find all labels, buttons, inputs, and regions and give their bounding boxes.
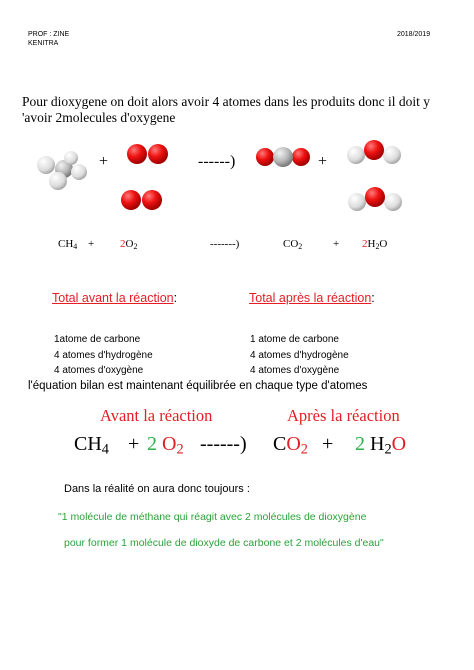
list-item: 4 atomes d'hydrogène [250, 349, 349, 361]
methane-molecule [34, 148, 90, 192]
eq1-methane: $CH_4$ [58, 238, 78, 251]
reality-line-2: pour former 1 molécule de dioxyde de carbone et 2 molécules d'eau" [64, 537, 384, 549]
list-item: 1atome de carbone [54, 334, 141, 345]
before-reaction-heading: Avant la réaction [100, 406, 213, 425]
header-year: 2018/2019 [397, 31, 431, 38]
after-reaction-heading: Après la réaction [287, 406, 400, 425]
list-item: 4 atomes d'oxygène [250, 365, 340, 376]
eq1-dioxygen-coefficient: 2 [120, 238, 126, 250]
plus-sign: + [318, 153, 328, 170]
arrow: ------) [198, 153, 236, 170]
intro-text: Pour dioxygene on doit alors avoir 4 atomes dans les produits donc il doit y 'avoir 2molecules d'oxygene [22, 94, 430, 125]
balance-note: l'équation bilan est maintenant équilibrée en chaque type d'atomes [28, 380, 368, 392]
total-before-heading: Total avant la réaction: [52, 291, 178, 305]
water-molecule [345, 187, 407, 213]
total-after-heading: Total après la réaction: [249, 291, 375, 305]
total-after-list [250, 332, 349, 379]
eq1-plus: + [88, 238, 95, 250]
eq2-methane: $CH_4$ [74, 433, 109, 458]
eq1-water: $2H_2O$ [362, 238, 388, 251]
reality-intro: Dans la réalité on aura donc toujours : [64, 483, 250, 495]
header-author-name: PROF : ZINE [28, 31, 70, 38]
dioxygen-molecule [118, 188, 168, 212]
water-molecule [344, 140, 406, 166]
header-city: KENITRA [28, 40, 59, 47]
header-author [28, 30, 69, 48]
eq2-arrow: ------) [200, 433, 247, 455]
total-before-list [54, 332, 153, 379]
eq1-plus: + [333, 238, 340, 250]
reality-line-1: "1 molécule de méthane qui réagit avec 2 molécules de dioxygène [58, 511, 367, 523]
eq1-water-coefficient: 2 [362, 238, 368, 250]
list-item: 1 atome de carbone [250, 334, 339, 345]
eq2-dioxygen-coefficient: 2 [147, 433, 157, 455]
eq1-arrow: -------) [210, 238, 240, 250]
eq1-carbon-dioxide: $CO_2$ [283, 238, 303, 251]
list-item: 4 atomes d'hydrogène [54, 349, 153, 361]
eq2-plus: + [128, 433, 140, 455]
eq2-plus: + [322, 433, 334, 455]
list-item: 4 atomes d'oxygène [54, 365, 144, 376]
plus-sign: + [99, 153, 109, 170]
carbon-dioxide-molecule [255, 145, 311, 169]
eq2-water: 2 $H_2O$ [355, 433, 407, 458]
dioxygen-molecule [124, 142, 174, 166]
eq2-dioxygen: 2 $O_2$ [147, 433, 184, 458]
eq2-water-coefficient: 2 [355, 433, 365, 455]
eq1-dioxygen: $2O_2$ [120, 238, 138, 251]
eq2-carbon-dioxide: $CO_2$ [273, 433, 308, 458]
